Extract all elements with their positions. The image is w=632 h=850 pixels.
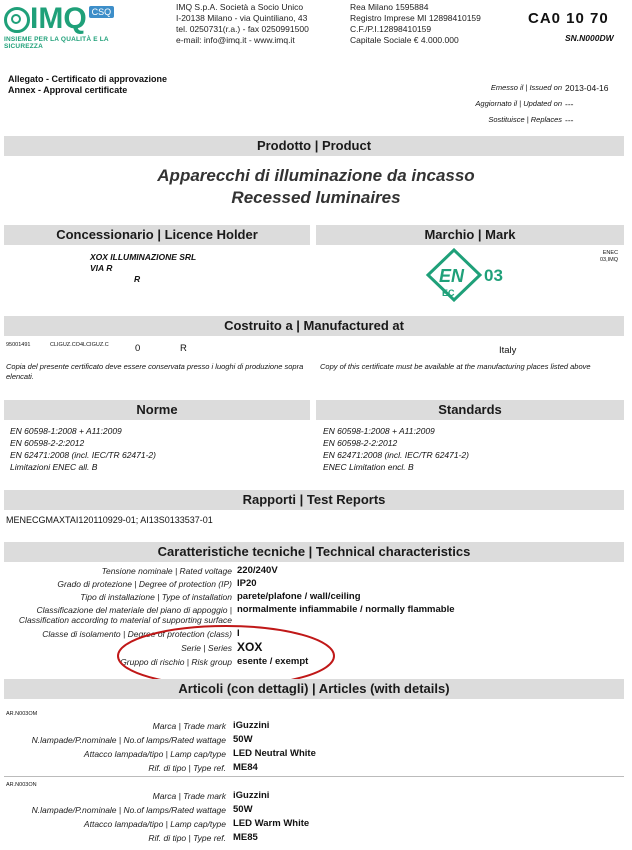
- tech-label: Tensione nominale | Rated voltage: [101, 566, 232, 576]
- article-label: N.lampade/P.nominale | No.of lamps/Rated wattage: [31, 735, 226, 745]
- standards-heading: [316, 400, 624, 420]
- site-code-1: 95001491: [6, 342, 31, 348]
- company-line: I-20138 Milano - via Quintiliano, 43: [176, 13, 308, 23]
- registry-line: Capitale Sociale € 4.000.000: [350, 35, 459, 45]
- annex-line-en: Annex - Approval certificate: [8, 85, 128, 95]
- replaces-value: ---: [565, 115, 574, 125]
- series-value: XOX: [237, 640, 263, 654]
- tech-value: esente / exempt: [237, 656, 309, 667]
- certificate-code: CA0 10 70: [528, 10, 609, 27]
- tech-label: Classe di isolamento | Degree of protection (class): [42, 629, 232, 639]
- enec-caption: [600, 250, 618, 264]
- article-label: Marca | Trade mark: [152, 791, 226, 801]
- tech-value: I: [237, 628, 240, 639]
- svg-text:EC: EC: [442, 288, 455, 298]
- article-code: AR.N003ON: [6, 782, 37, 788]
- product-heading-text: Prodotto | Product: [256, 138, 372, 153]
- standards-heading-text: Standards: [438, 402, 502, 417]
- tech-label: Serie | Series: [181, 643, 232, 653]
- standard-item: EN 60598-2-2:2012: [323, 438, 398, 448]
- article-value: iGuzzini: [233, 790, 270, 801]
- holder-street: VIA R: [90, 263, 113, 273]
- company-line: IMQ S.p.A. Società a Socio Unico: [176, 2, 304, 12]
- site-city: R: [180, 343, 187, 354]
- registry-line: Rea Milano 1595884: [350, 2, 429, 12]
- tech-label: Tipo di installazione | Type of installation: [80, 592, 232, 602]
- registry-line: C.F./P.I.12898410159: [350, 24, 432, 34]
- logo-badge: CSQ: [89, 6, 115, 18]
- annex-meta-labels: [475, 80, 562, 128]
- tech-label: Classification according to material of supporting surface: [18, 615, 232, 625]
- licence-heading: [4, 225, 310, 245]
- site-place: 0: [135, 343, 141, 354]
- tech-heading: [4, 542, 624, 562]
- company-line: tel. 0250731(r.a.) - fax 0250991500: [176, 24, 309, 34]
- issued-value: 2013-04-16: [565, 83, 609, 93]
- standard-item: EN 60598-1:2008 + A11:2009: [323, 426, 435, 436]
- manufactured-heading: [4, 316, 624, 336]
- articles-heading-text: Articoli (con dettagli) | Articles (with details): [178, 681, 450, 696]
- logo-mark-icon: [4, 7, 30, 33]
- tech-heading-text: Caratteristiche tecniche | Technical characteristics: [157, 544, 471, 559]
- article-value: LED Neutral White: [233, 748, 316, 759]
- norm-item: Limitazioni ENEC all. B: [10, 462, 98, 472]
- logo-tagline: INSIEME PER LA QUALITÀ E LA SICUREZZA: [4, 36, 109, 50]
- reports-value: MENECGMAXTAI120110929-01; AI13S0133537-01: [6, 515, 213, 525]
- enec-caption-1: ENEC: [602, 250, 619, 256]
- norm-item: EN 60598-2-2:2012: [10, 438, 85, 448]
- reports-heading-text: Rapporti | Test Reports: [242, 492, 386, 507]
- annex-line-it: Allegato - Certificato di approvazione: [8, 74, 168, 84]
- article-label: Rif. di tipo | Type ref.: [148, 833, 226, 843]
- annex-meta-values: [565, 80, 608, 128]
- product-name-it: Apparecchi di illuminazione da incasso: [157, 166, 475, 185]
- issued-label: Emesso il | Issued on: [490, 83, 562, 92]
- company-line: e-mail: info@imq.it - www.imq.it: [176, 35, 295, 45]
- annex-title: [8, 74, 167, 96]
- article-value: 50W: [233, 804, 253, 815]
- imq-logo: [4, 2, 144, 50]
- norms-list-en: [323, 425, 469, 473]
- norm-item: EN 60598-1:2008 + A11:2009: [10, 426, 122, 436]
- svg-text:EN: EN: [439, 266, 465, 286]
- registry-line: Registro Imprese MI 12898410159: [350, 13, 481, 23]
- site-country: Italy: [499, 345, 517, 356]
- company-address: [176, 2, 309, 46]
- article-value: ME85: [233, 832, 258, 843]
- product-heading: [4, 136, 624, 156]
- enec-mark-icon: [424, 248, 514, 302]
- norms-list-it: [10, 425, 156, 473]
- tech-value: 220/240V: [237, 565, 278, 576]
- standard-item: ENEC Limitation encl. B: [323, 462, 414, 472]
- tech-label: Classificazione del materiale del piano di appoggio |: [36, 605, 232, 615]
- holder-name: XOX ILLUMINAZIONE SRL: [90, 252, 197, 262]
- article-label: Attacco lampada/tipo | Lamp cap/type: [83, 819, 226, 829]
- replaces-label: Sostituisce | Replaces: [488, 115, 562, 124]
- serial-number: SN.N000DW: [565, 33, 614, 43]
- tech-value: IP20: [237, 578, 257, 589]
- reports-heading: [4, 490, 624, 510]
- enec-caption-2: 03,IMQ: [600, 257, 619, 263]
- manufactured-heading-text: Costruito a | Manufactured at: [224, 318, 404, 333]
- tech-label: Gruppo di rischio | Risk group: [120, 657, 232, 667]
- updated-label: Aggiornato il | Updated on: [475, 99, 562, 108]
- article-value: 50W: [233, 734, 253, 745]
- logo-text: IMQ: [30, 2, 87, 35]
- mark-heading-text: Marchio | Mark: [424, 227, 516, 242]
- updated-value: ---: [565, 99, 574, 109]
- mark-heading: [316, 225, 624, 245]
- product-name: [0, 165, 632, 209]
- tech-value: parete/plafone / wall/ceiling: [237, 591, 361, 602]
- product-name-en: Recessed luminaires: [231, 188, 401, 207]
- article-code: AR.N003OM: [6, 711, 38, 717]
- article-label: Attacco lampada/tipo | Lamp cap/type: [83, 749, 226, 759]
- company-registry: [350, 2, 481, 46]
- licence-holder: [90, 252, 196, 285]
- article-label: Marca | Trade mark: [152, 721, 226, 731]
- norms-heading: [4, 400, 310, 420]
- norm-item: EN 62471:2008 (incl. IEC/TR 62471-2): [10, 450, 156, 460]
- licence-heading-text: Concessionario | Licence Holder: [56, 227, 258, 242]
- articles-heading: [4, 679, 624, 699]
- norms-heading-text: Norme: [136, 402, 178, 417]
- article-label: Rif. di tipo | Type ref.: [148, 763, 226, 773]
- article-value: LED Warm White: [233, 818, 310, 829]
- tech-value: normalmente infiammabile / normally flammable: [237, 604, 455, 615]
- site-code-2: CLIGUZ.CO4LCIGUZ.C: [50, 342, 109, 348]
- article-value: ME84: [233, 762, 258, 773]
- holder-city: R: [134, 274, 141, 284]
- article-value: iGuzzini: [233, 720, 270, 731]
- tech-label: Grado di protezione | Degree of protection (IP): [57, 579, 232, 589]
- manufactured-note-en: Copy of this certificate must be available at the manufacturing places listed above: [320, 362, 591, 371]
- article-divider: [4, 776, 624, 777]
- enec-number: 03: [484, 266, 503, 285]
- article-label: N.lampade/P.nominale | No.of lamps/Rated wattage: [31, 805, 226, 815]
- standard-item: EN 62471:2008 (incl. IEC/TR 62471-2): [323, 450, 469, 460]
- manufactured-note-it: Copia del presente certificato deve essere conservata presso i luoghi di produzione sopra elencati.: [6, 362, 304, 381]
